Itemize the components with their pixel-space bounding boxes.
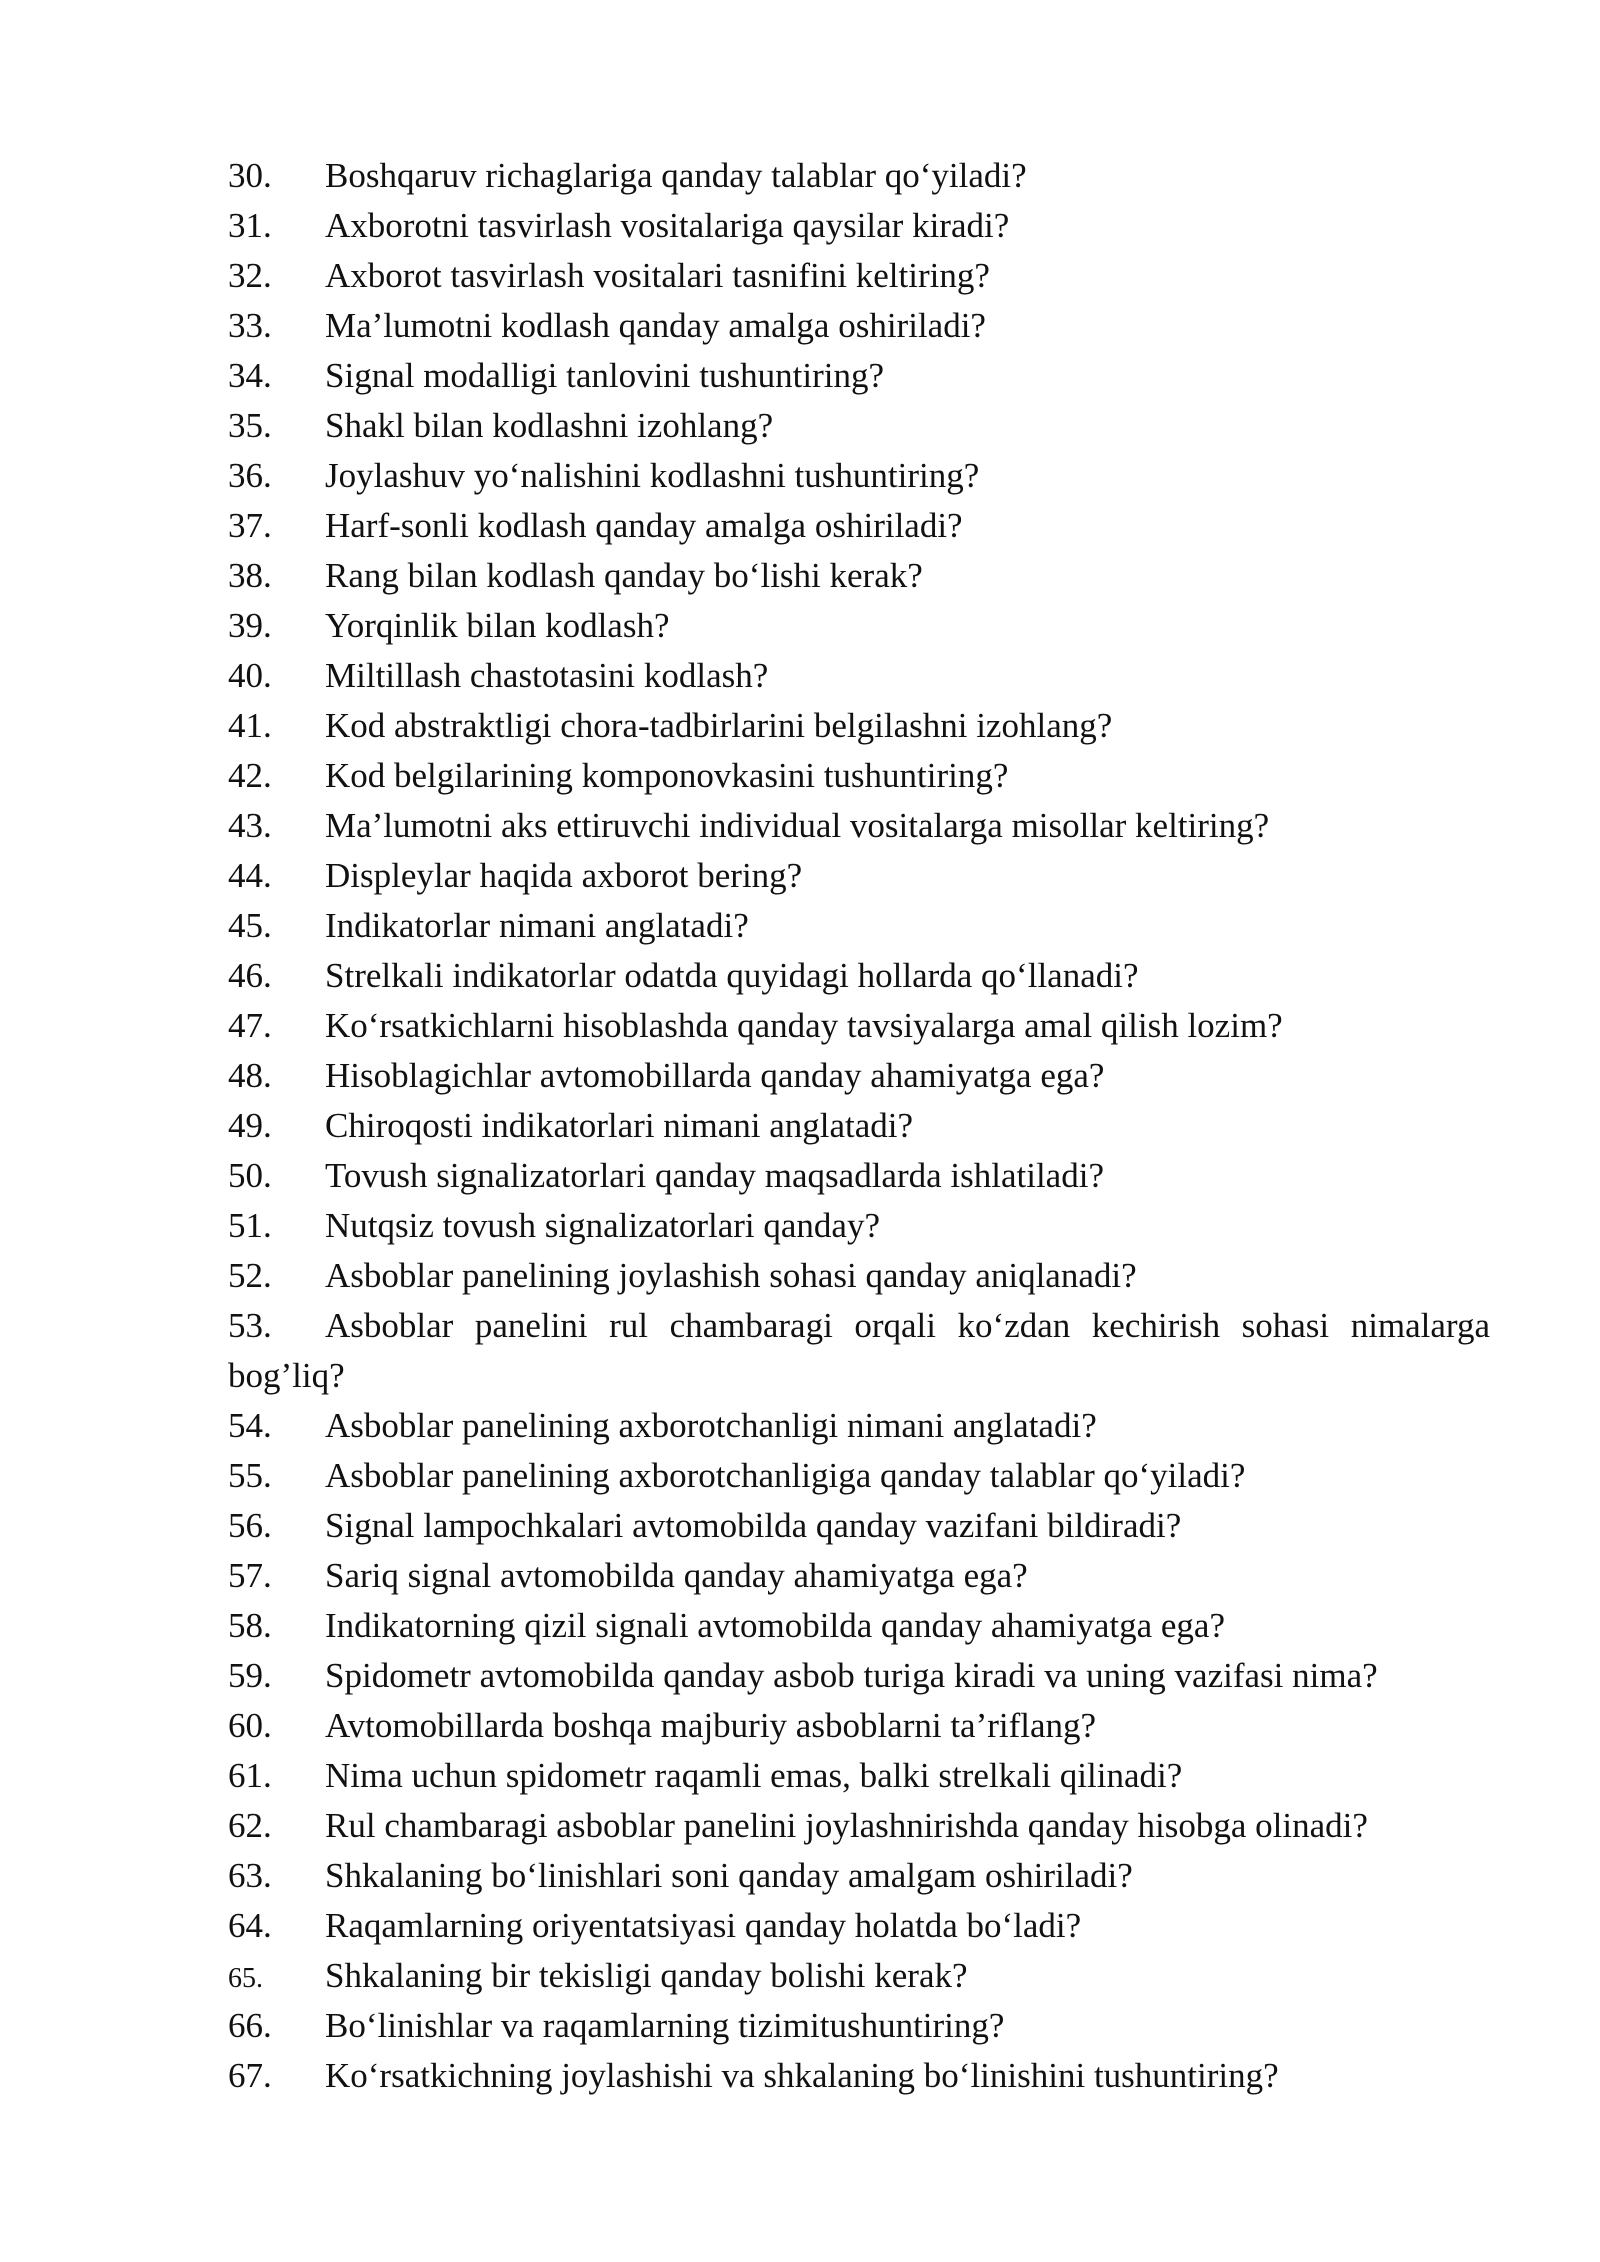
list-item (228, 1851, 1490, 1901)
list-item (228, 1901, 1490, 1951)
list-item (228, 401, 1490, 451)
item-number: 55. (228, 1456, 272, 1495)
list-item (228, 1001, 1490, 1051)
item-text: Kod belgilarining komponovkasini tushuntiring? (325, 756, 1009, 795)
item-text: Tovush signalizatorlari qanday maqsadlarda ishlatiladi? (325, 1156, 1104, 1195)
item-text: Shakl bilan kodlashni izohlang? (325, 406, 774, 445)
item-number: 59. (228, 1656, 272, 1695)
item-number: 47. (228, 1006, 272, 1045)
item-number: 43. (228, 806, 272, 845)
list-item (228, 1301, 1490, 1401)
item-number: 31. (228, 206, 272, 245)
item-number: 38. (228, 556, 272, 595)
item-text: Joylashuv yo‘nalishini kodlashni tushuntiring? (325, 456, 980, 495)
list-item (228, 251, 1490, 301)
question-list (228, 151, 1490, 2101)
item-number: 42. (228, 756, 272, 795)
item-number: 40. (228, 656, 272, 695)
item-text: Nima uchun spidometr raqamli emas, balki strelkali qilinadi? (325, 1756, 1183, 1795)
item-number: 67. (228, 2056, 272, 2095)
item-number: 32. (228, 256, 272, 295)
list-item (228, 601, 1490, 651)
item-text: Spidometr avtomobilda qanday asbob turiga kiradi va uning vazifasi nima? (325, 1656, 1378, 1695)
list-item (228, 1651, 1490, 1701)
list-item (228, 701, 1490, 751)
list-item (228, 1201, 1490, 1251)
item-number: 53. (228, 1306, 272, 1345)
item-number: 39. (228, 606, 272, 645)
list-item (228, 1101, 1490, 1151)
item-number: 48. (228, 1056, 272, 1095)
item-number: 54. (228, 1406, 272, 1445)
item-number: 34. (228, 356, 272, 395)
list-item (228, 851, 1490, 901)
list-item (228, 1451, 1490, 1501)
item-text: Indikatorlar nimani anglatadi? (325, 906, 749, 945)
item-text: Avtomobillarda boshqa majburiy asboblarni ta’riflang? (325, 1706, 1097, 1745)
list-item (228, 751, 1490, 801)
item-number: 56. (228, 1506, 272, 1545)
item-text: Ma’lumotni kodlash qanday amalga oshiriladi? (325, 306, 986, 345)
item-text: Axborot tasvirlash vositalari tasnifini keltiring? (325, 256, 990, 295)
list-item (228, 151, 1490, 201)
item-text: Shkalaning bir tekisligi qanday bolishi kerak? (325, 1956, 968, 1995)
item-number: 35. (228, 406, 272, 445)
list-item (228, 301, 1490, 351)
list-item (228, 351, 1490, 401)
list-item (228, 801, 1490, 851)
item-number: 50. (228, 1156, 272, 1195)
item-text: Signal modalligi tanlovini tushuntiring? (325, 356, 884, 395)
item-number: 30. (228, 156, 272, 195)
item-text: Nutqsiz tovush signalizatorlari qanday? (325, 1206, 880, 1245)
item-number: 37. (228, 506, 272, 545)
list-item (228, 1251, 1490, 1301)
list-item (228, 1551, 1490, 1601)
list-item (228, 501, 1490, 551)
item-text: Miltillash chastotasini kodlash? (325, 656, 769, 695)
list-item (228, 651, 1490, 701)
item-text: Axborotni tasvirlash vositalariga qaysilar kiradi? (325, 206, 1010, 245)
list-item (228, 1701, 1490, 1751)
item-text: Shkalaning bo‘linishlari soni qanday amalgam oshiriladi? (325, 1856, 1133, 1895)
item-text: Hisoblagichlar avtomobillarda qanday ahamiyatga ega? (325, 1056, 1105, 1095)
item-text: Rang bilan kodlash qanday bo‘lishi kerak? (325, 556, 923, 595)
list-item (228, 1601, 1490, 1651)
item-text: Signal lampochkalari avtomobilda qanday vazifani bildiradi? (325, 1506, 1182, 1545)
list-item (228, 1401, 1490, 1451)
list-item (228, 1801, 1490, 1851)
item-number: 36. (228, 456, 272, 495)
item-number: 65. (228, 1963, 263, 1994)
list-item (228, 1151, 1490, 1201)
item-number: 66. (228, 2006, 272, 2045)
item-text: Rul chambaragi asboblar panelini joylashnirishda qanday hisobga olinadi? (325, 1806, 1368, 1845)
list-item (228, 1951, 1490, 2001)
list-item (228, 1501, 1490, 1551)
item-text: Displeylar haqida axborot bering? (325, 856, 803, 895)
item-number: 46. (228, 956, 272, 995)
item-text: Ko‘rsatkichning joylashishi va shkalaning bo‘linishini tushuntiring? (325, 2056, 1279, 2095)
item-number: 52. (228, 1256, 272, 1295)
item-number: 60. (228, 1706, 272, 1745)
item-number: 41. (228, 706, 272, 745)
item-text: Yorqinlik bilan kodlash? (325, 606, 670, 645)
item-text: Indikatorning qizil signali avtomobilda qanday ahamiyatga ega? (325, 1606, 1226, 1645)
item-text: Sariq signal avtomobilda qanday ahamiyatga ega? (325, 1556, 1028, 1595)
item-text: Asboblar panelining axborotchanligi nimani anglatadi? (325, 1406, 1097, 1445)
item-text: Asboblar panelining axborotchanligiga qanday talablar qo‘yiladi? (325, 1456, 1246, 1495)
list-item (228, 551, 1490, 601)
item-text: Kod abstraktligi chora-tadbirlarini belgilashni izohlang? (325, 706, 1113, 745)
item-number: 44. (228, 856, 272, 895)
item-text: Harf-sonli kodlash qanday amalga oshiriladi? (325, 506, 963, 545)
list-item (228, 951, 1490, 1001)
item-text: Ma’lumotni aks ettiruvchi individual vositalarga misollar keltiring? (325, 806, 1270, 845)
item-text: Boshqaruv richaglariga qanday talablar qo‘yiladi? (325, 156, 1027, 195)
item-number: 33. (228, 306, 272, 345)
item-number: 62. (228, 1806, 272, 1845)
item-number: 64. (228, 1906, 272, 1945)
item-number: 45. (228, 906, 272, 945)
item-number: 58. (228, 1606, 272, 1645)
list-item (228, 1751, 1490, 1801)
item-text: Asboblar panelini rul chambaragi orqali ko‘zdan kechirish sohasi nimalarga bog’liq? (228, 1306, 1490, 1395)
list-item (228, 201, 1490, 251)
list-item (228, 2001, 1490, 2051)
item-text: Chiroqosti indikatorlari nimani anglatadi? (325, 1106, 914, 1145)
item-number: 63. (228, 1856, 272, 1895)
item-number: 51. (228, 1206, 272, 1245)
item-text: Bo‘linishlar va raqamlarning tizimitushuntiring? (325, 2006, 1005, 2045)
list-item (228, 2051, 1490, 2101)
item-text: Raqamlarning oriyentatsiyasi qanday holatda bo‘ladi? (325, 1906, 1082, 1945)
list-item (228, 451, 1490, 501)
item-text: Asboblar panelining joylashish sohasi qanday aniqlanadi? (325, 1256, 1137, 1295)
item-number: 57. (228, 1556, 272, 1595)
item-text: Ko‘rsatkichlarni hisoblashda qanday tavsiyalarga amal qilish lozim? (325, 1006, 1283, 1045)
item-text: Strelkali indikatorlar odatda quyidagi hollarda qo‘llanadi? (325, 956, 1139, 995)
list-item (228, 1051, 1490, 1101)
list-item (228, 901, 1490, 951)
item-number: 49. (228, 1106, 272, 1145)
item-number: 61. (228, 1756, 272, 1795)
